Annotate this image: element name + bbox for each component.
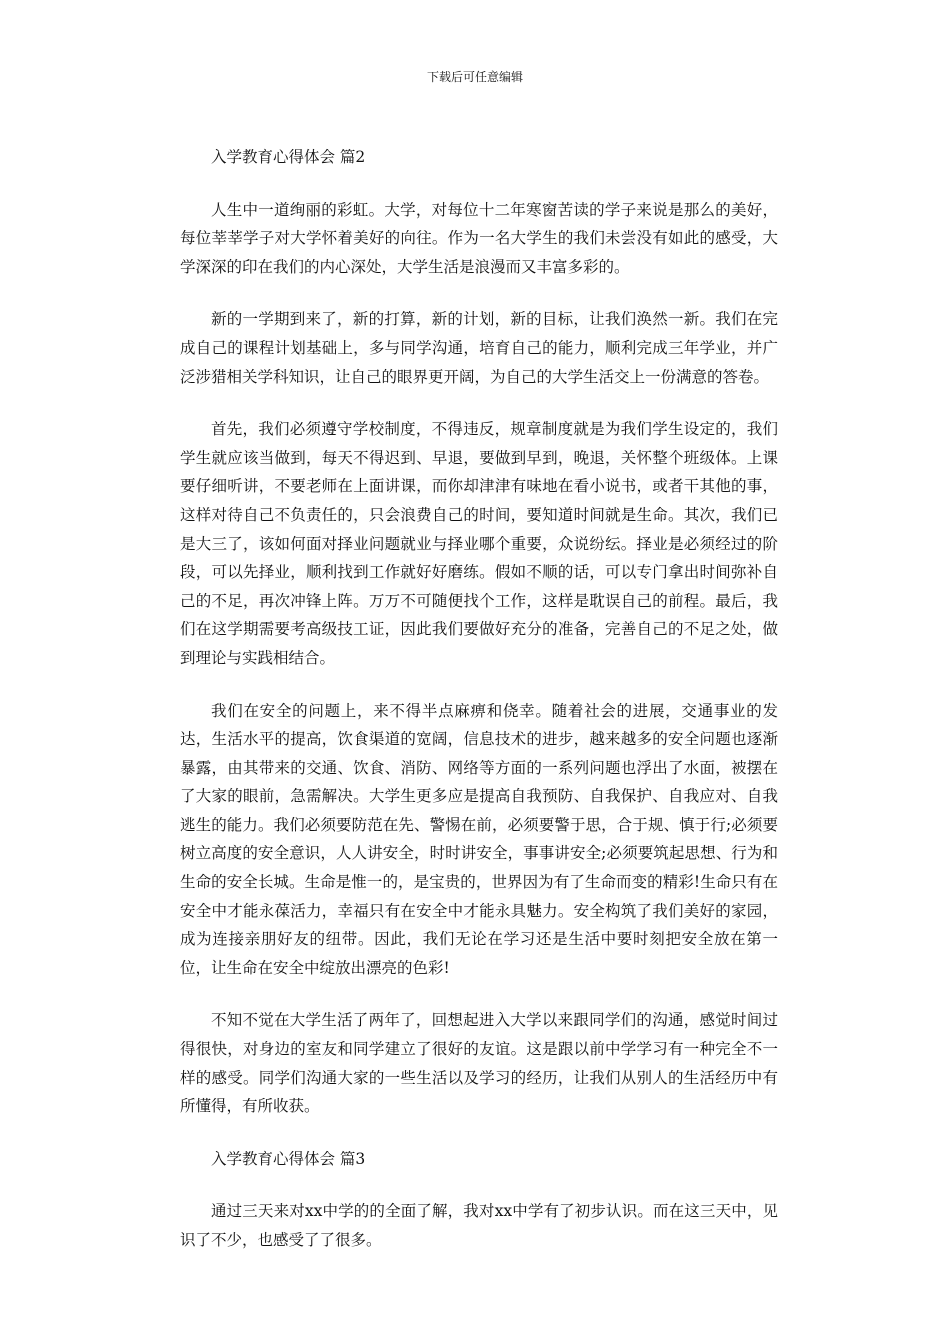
paragraph-1: 人生中一道绚丽的彩虹。大学，对每位十二年寒窗苦读的学子来说是那么的美好，每位莘莘学子对大学怀着美好的向往。作为一名大学生的我们未尝没有如此的感受，大学深深的印在我们的内心深处，大学生活是浪漫而又丰富多彩的。 <box>180 200 778 276</box>
page-header-note: 下载后可任意编辑 <box>426 70 523 84</box>
paragraph-4: 我们在安全的问题上，来不得半点麻痹和侥幸。随着社会的进展，交通事业的发达，生活水平的提高，饮食渠道的宽阔，信息技术的进步，越来越多的安全问题也逐渐暴露，由其带来的交通、饮食、消防、网络等方面的一系列问题也浮出了水面，被摆在了大家的眼前，急需解决。大学生更多应是提高自我预防、自我保护、自我应对、自我逃生的能力。我们必须要防范在先、警惕在前，必须要警于思，合于规、慎于行;必须要树立高度的安全意识，人人讲安全，时时讲安全，事事讲安全;必须要筑起思想、行为和生命的安全长城。生命是惟一的，是宝贵的，世界因为有了生命而变的精彩!生命只有在安全中才能永葆活力，幸福只有在安全中才能永具魅力。安全构筑了我们美好的家园，成为连接亲朋好友的纽带。因此，我们无论在学习还是生活中要时刻把安全放在第一位，让生命在安全中绽放出漂亮的色彩! <box>180 701 778 977</box>
paragraph-5: 不知不觉在大学生活了两年了，回想起进入大学以来跟同学们的沟通，感觉时间过得很快，对身边的室友和同学建立了很好的友谊。这是跟以前中学学习有一种完全不一样的感受。同学们沟通大家的一些生活以及学习的经历，让我们从别人的生活经历中有所懂得，有所收获。 <box>180 1011 778 1116</box>
document-body <box>180 143 778 1255</box>
section-2-title: 入学教育心得体会 篇2 <box>211 148 366 166</box>
section-3-title: 入学教育心得体会 篇3 <box>211 1149 366 1168</box>
paragraph-2: 新的一学期到来了，新的打算，新的计划，新的目标，让我们涣然一新。我们在完成自己的课程计划基础上，多与同学沟通，培育自己的能力，顺利完成三年学业，并广泛涉猎相关学科知识，让自己的眼界更开阔，为自己的大学生活交上一份满意的答卷。 <box>180 310 778 386</box>
paragraph-6: 通过三天来对xx中学的的全面了解，我对xx中学有了初步认识。而在这三天中，见识了不少，也感受了了很多。 <box>180 1202 778 1249</box>
paragraph-3: 首先，我们必须遵守学校制度，不得违反，规章制度就是为我们学生设定的，我们学生就应该当做到，每天不得迟到、早退，要做到早到，晚退，关怀整个班级体。上课要仔细听讲，不要老师在上面讲课，而你却津津有味地在看小说书，或者干其他的事，这样对待自己不负责任的，只会浪费自己的时间，要知道时间就是生命。其次，我们已是大三了，该如何面对择业问题就业与择业哪个重要，众说纷纭。择业是必须经过的阶段，可以先择业，顺利找到工作就好好磨练。假如不顺的话，可以专门拿出时间弥补自己的不足，再次冲锋上阵。万万不可随便找个工作，这样是耽误自己的前程。最后，我们在这学期需要考高级技工证，因此我们要做好充分的准备，完善自己的不足之处，做到理论与实践相结合。 <box>180 420 778 667</box>
